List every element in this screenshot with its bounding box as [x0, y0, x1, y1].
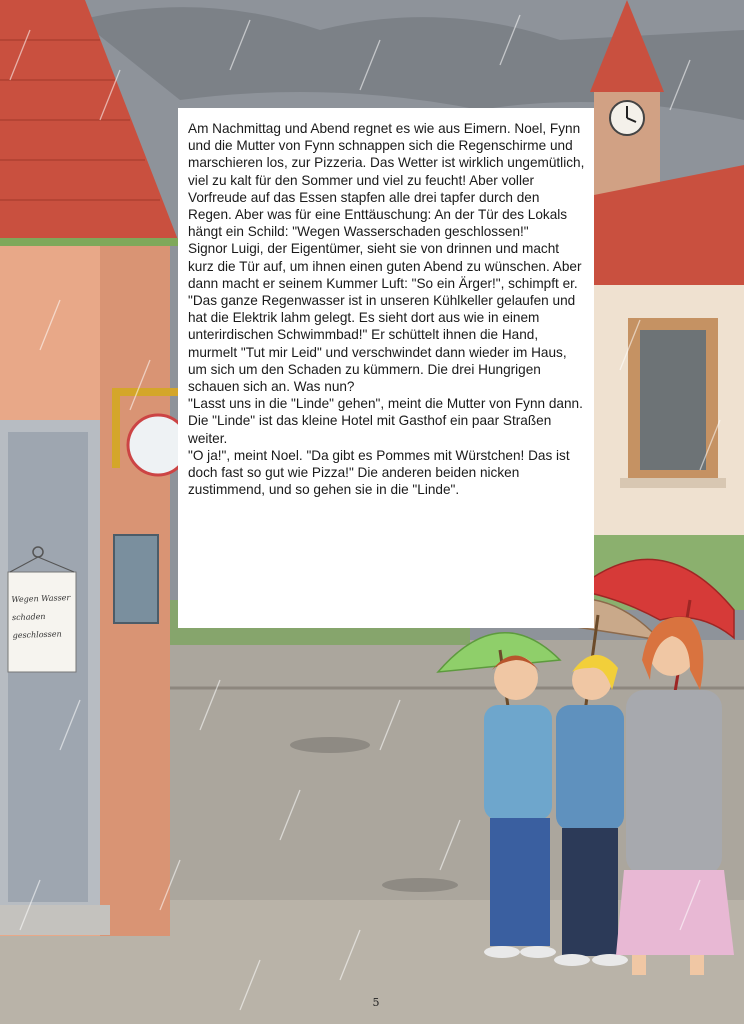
door-closed-sign-text: [11, 589, 77, 645]
door-sign-line: Wegen Wasser: [11, 593, 71, 605]
page-number: 5: [372, 996, 380, 1009]
door-sign-line: geschlossen: [12, 629, 62, 641]
sign-post: [112, 388, 120, 468]
story-paragraph: Am Nachmittag und Abend regnet es wie aus Eimern. Noel, Fynn und die Mutter von Fynn schnappen sich die Regenschirme und marschieren los, zur Pizzeria. Das Wetter ist wirklich ungemütlich, viel zu kalt für den Sommer und viel zu feucht! Aber voller Vorfreude auf das Essen stapfen alle drei tapfer durch den Regen. Aber was für eine Enttäuschung: An der Tür des Lokals hängt ein Schild: "Wegen Wasserschaden geschlossen!": [188, 121, 585, 240]
story-paragraph: Signor Luigi, der Eigentümer, sieht sie von drinnen und macht kurz die Tür auf, um ihnen einen guten Abend zu wünschen. Aber dann macht er seinem Kummer Luft: "So ein Ärger!", schimpft er. "Das ganze Regenwasser ist in unseren Kühlkeller gelaufen und hat die Elektrik lahm gelegt. Es sieht dort aus wie in einem unterirdischen Schwimmbad!" Er schüttelt ihnen die Hand, murmelt "Tut mir Leid" und verschwindet dann wieder im Haus, um sich um den Schaden zu kümmern. Die drei Hungrigen schauen sich an. Was nun?: [188, 241, 582, 395]
left-roof-gutter: [0, 238, 180, 246]
window-glass: [640, 330, 706, 470]
sign-bracket: [112, 388, 178, 396]
puddle: [382, 878, 458, 892]
story-text-box: [178, 108, 594, 628]
window-sill: [620, 478, 726, 488]
story-paragraph: "Lasst uns in die "Linde" gehen", meint die Mutter von Fynn dann. Die "Linde" ist das kleine Hotel mit Gasthof ein paar Straßen weiter.: [188, 396, 583, 446]
story-paragraph: "O ja!", meint Noel. "Da gibt es Pommes mit Würstchen! Das ist doch fast so gut wie Pizza!" Die anderen beiden nicken zustimmend, und so gehen sie in die "Linde".: [188, 447, 570, 498]
puddle: [290, 737, 370, 753]
shop-door-step: [0, 905, 110, 935]
door-sign-line: schaden: [11, 611, 46, 623]
wall-plaque: [114, 535, 158, 623]
